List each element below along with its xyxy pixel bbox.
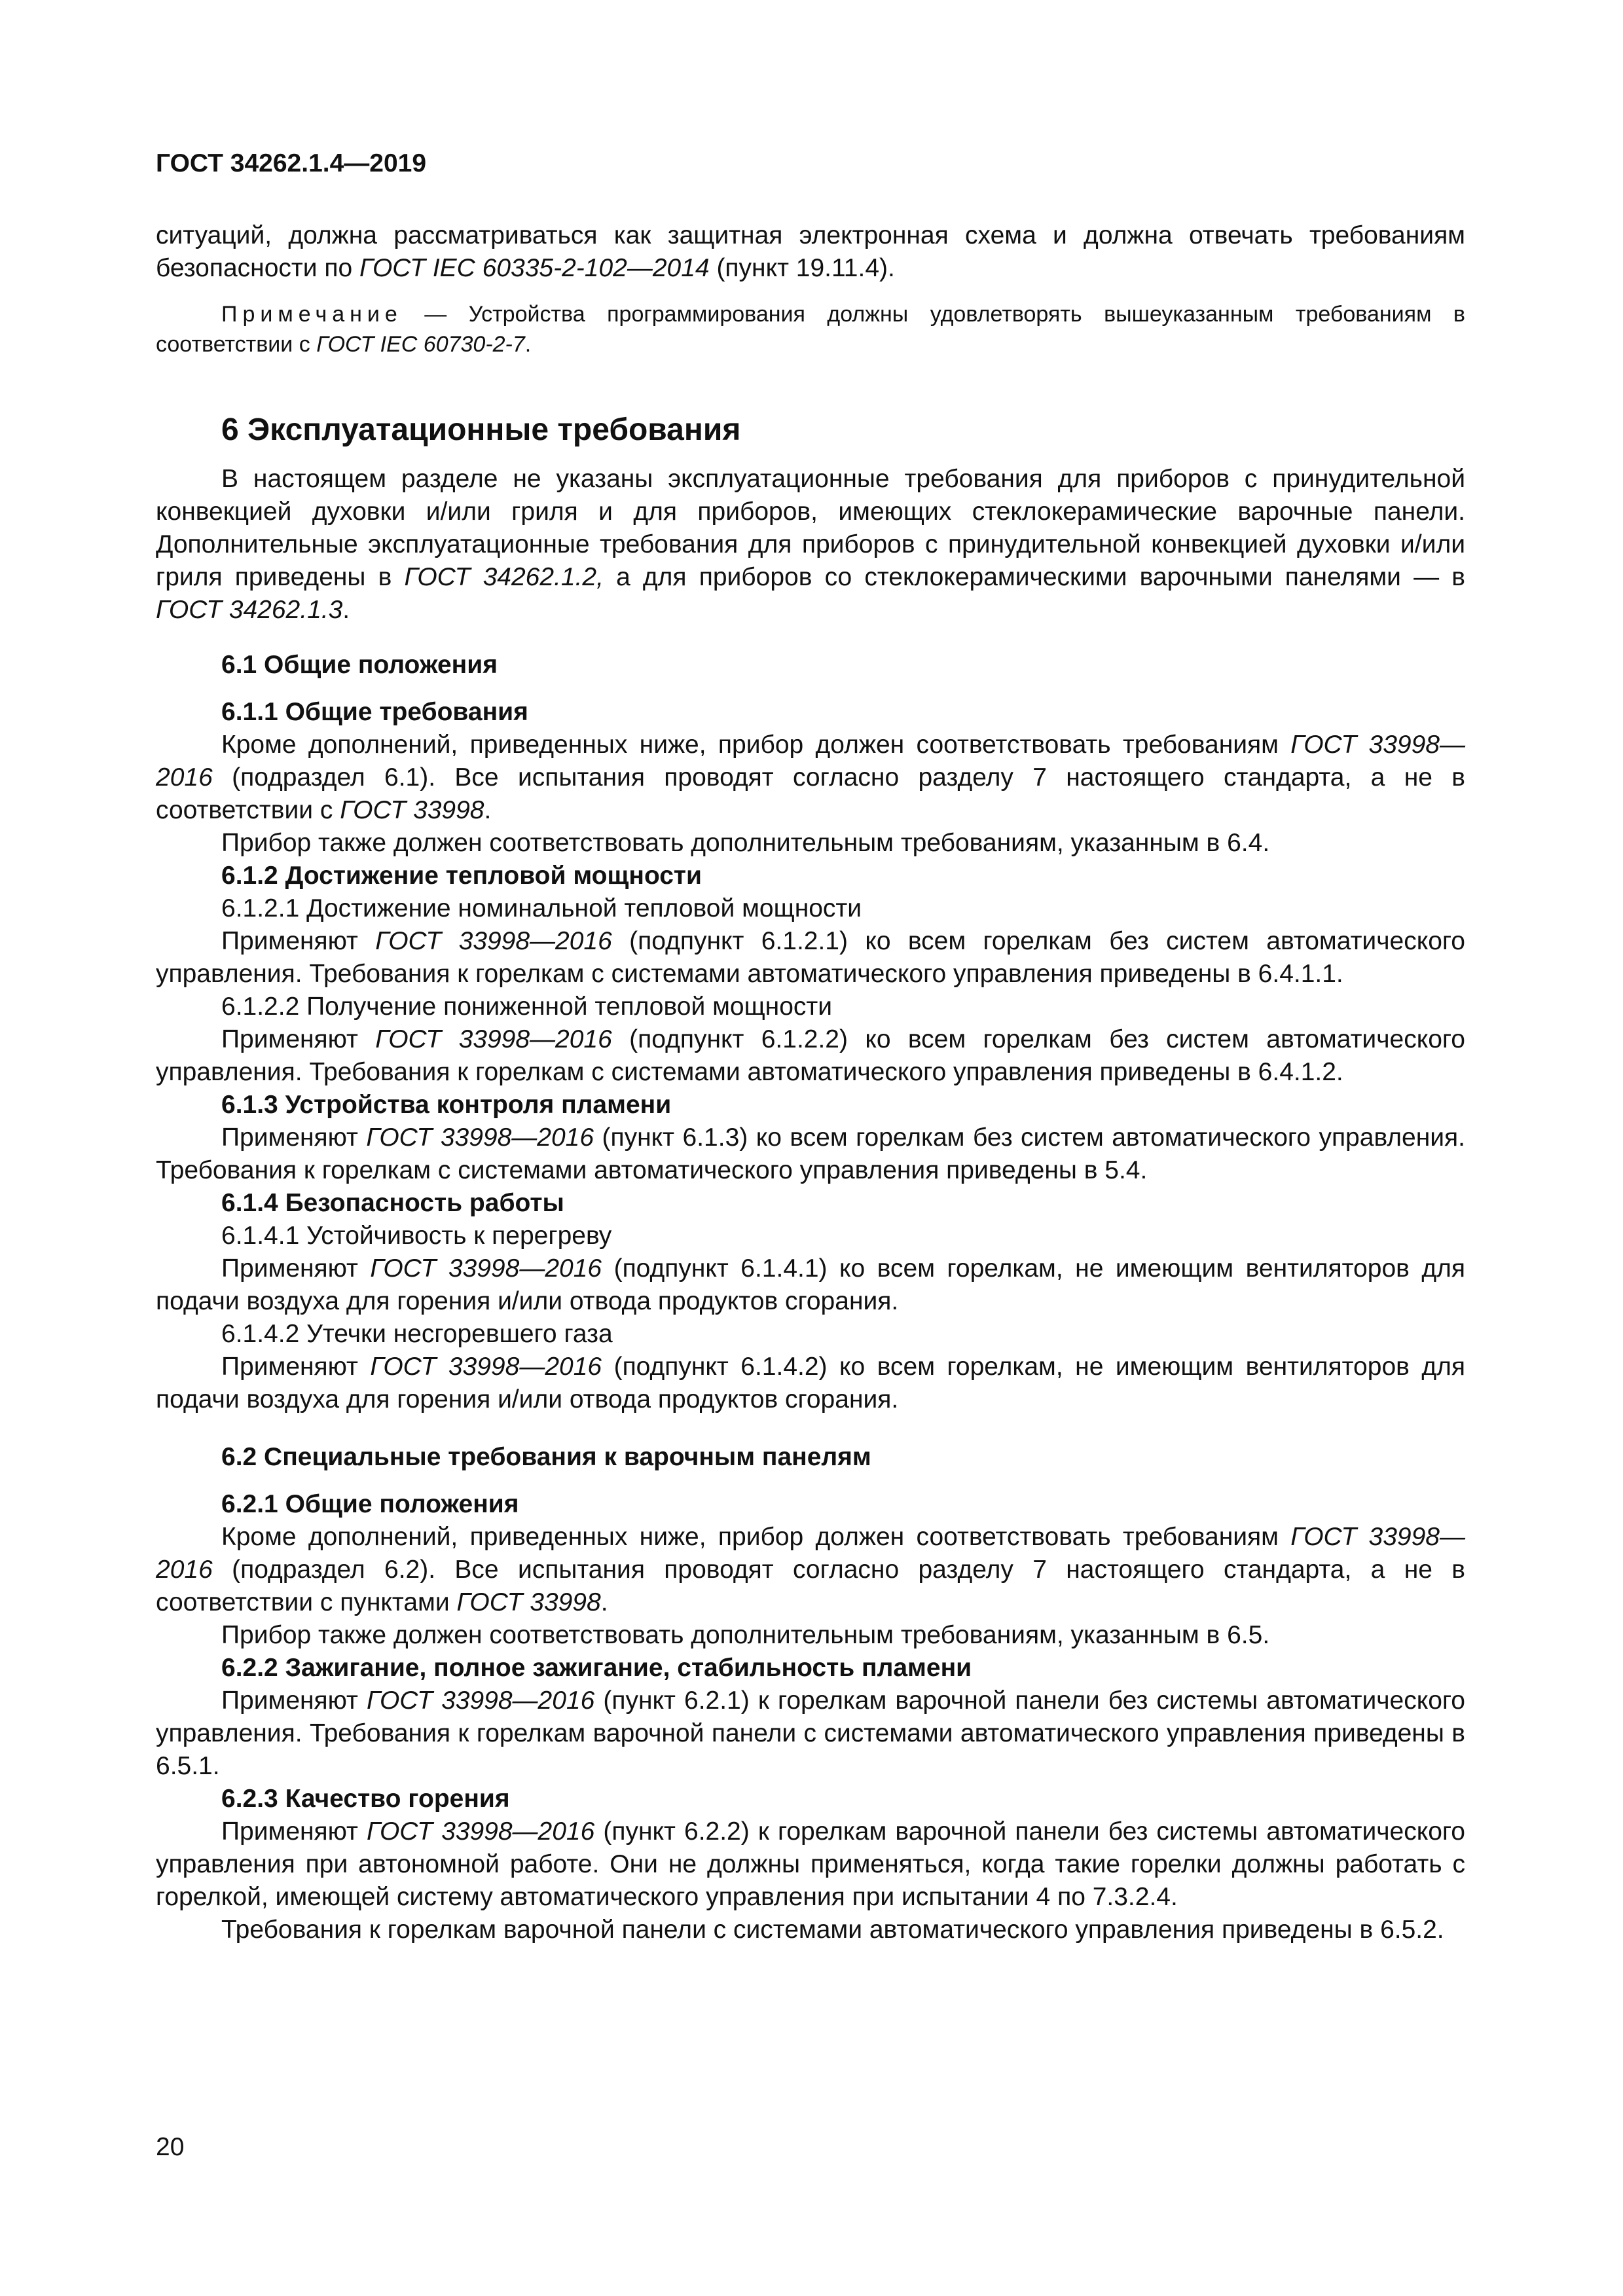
section-6-1-2-2-heading: 6.1.2.2 Получение пониженной тепловой мощности (221, 993, 833, 1021)
note-paragraph (156, 299, 1465, 359)
text: . (484, 796, 492, 824)
section-6-2-3-heading: 6.2.3 Качество горения (221, 1785, 510, 1813)
text: (подпункт 6.1.2.1) ко всем горелкам без систем автоматического управления. Требования к горелкам с системами автоматического управления приведены в 6.4.1.1. (156, 927, 1465, 988)
section-6-1-3-text (156, 1121, 1465, 1187)
standard-reference: ГОСТ 34262.1.2, (404, 563, 604, 591)
section-6-1-1-heading: 6.1.1 Общие требования (221, 698, 528, 726)
section-6-2-2-text (156, 1685, 1465, 1783)
text: (подпункт 6.1.2.2) ко всем горелкам без систем автоматического управления. Требования к горелкам с системами автоматического управления приведены в 6.4.1.2. (156, 1025, 1465, 1086)
standard-reference: ГОСТ 33998—2016 (156, 1523, 1465, 1584)
text: (пункт 6.2.1) к горелкам варочной панели без системы автоматического управления. Требования к горелкам варочной панели с системами автоматического управления приведены в 6.5.1. (156, 1686, 1465, 1780)
text: ситуаций, должна рассматриваться как защитная электронная схема и должна отвечать требованиям безопасности по (156, 221, 1465, 282)
page-content (156, 219, 1465, 1946)
text: Кроме дополнений, приведенных ниже, прибор должен соответствовать требованиям (221, 1523, 1291, 1551)
text: . (524, 332, 532, 357)
standard-reference: ГОСТ 33998—2016 (367, 1817, 595, 1846)
text: (пункт 6.2.2) к горелкам варочной панели без системы автоматического управления при автономной работе. Они не должны применяться, когда такие горелки должны работать с горелкой, имеющей систему автоматического управления при испытании 4 по 7.3.2.4. (156, 1817, 1465, 1911)
standard-reference: ГОСТ IEC 60335-2-102—2014 (359, 254, 710, 282)
text: — Устройства программирования должны удовлетворять вышеуказанным требованиям в соответствии с (156, 302, 1465, 357)
section-6-2-1-p1 (156, 1521, 1465, 1619)
note-label: Примечание (221, 302, 403, 327)
text: Применяют (221, 1353, 371, 1381)
standard-reference: ГОСТ 33998—2016 (370, 1254, 602, 1283)
section-6-1-heading: 6.1 Общие положения (221, 651, 498, 679)
standard-reference: ГОСТ IEC 60730-2-7 (316, 332, 525, 357)
text: Применяют (221, 1025, 376, 1053)
text: Применяют (221, 1686, 367, 1715)
text: Применяют (221, 1817, 367, 1846)
text: . (600, 1588, 608, 1616)
section-6-1-4-2-text (156, 1351, 1465, 1416)
text: Применяют (221, 1123, 367, 1152)
text: Применяют (221, 1254, 371, 1283)
standard-reference: ГОСТ 33998 (456, 1588, 601, 1616)
section-6-intro (156, 463, 1465, 627)
text: (подраздел 6.2). Все испытания проводят согласно разделу 7 настоящего стандарта, а не в соответствии с пунктами (156, 1556, 1465, 1616)
section-6-1-2-2-text (156, 1023, 1465, 1089)
text: (пункт 19.11.4). (709, 254, 895, 282)
standard-reference: ГОСТ 33998—2016 (156, 731, 1465, 792)
section-6-2-2-heading: 6.2.2 Зажигание, полное зажигание, стабильность пламени (221, 1654, 972, 1682)
text: (пункт 6.1.3) ко всем горелкам без систем автоматического управления. Требования к горелкам с системами автоматического управления приведены в 5.4. (156, 1123, 1465, 1184)
section-6-2-heading: 6.2 Специальные требования к варочным панелям (221, 1443, 871, 1471)
section-6-1-2-1-text (156, 925, 1465, 991)
section-6-1-4-1-text (156, 1252, 1465, 1318)
standard-reference: ГОСТ 33998—2016 (375, 1025, 612, 1053)
section-6-1-4-heading: 6.1.4 Безопасность работы (221, 1189, 564, 1217)
section-6-1-2-heading: 6.1.2 Достижение тепловой мощности (221, 862, 702, 890)
section-6-1-4-2-heading: 6.1.4.2 Утечки несгоревшего газа (221, 1320, 613, 1348)
standard-reference: ГОСТ 33998—2016 (370, 1353, 602, 1381)
section-6-1-1-p2: Прибор также должен соответствовать дополнительным требованиям, указанным в 6.4. (221, 829, 1270, 857)
section-6-heading: 6 Эксплуатационные требования (221, 412, 741, 447)
intro-paragraph (156, 219, 1465, 285)
text: (подпункт 6.1.4.2) ко всем горелкам, не имеющим вентиляторов для подачи воздуха для горения и/или отвода продуктов сгорания. (156, 1353, 1465, 1413)
standard-reference: ГОСТ 33998 (340, 796, 484, 824)
section-6-1-1-p1 (156, 729, 1465, 827)
text: (подраздел 6.1). Все испытания проводят согласно разделу 7 настоящего стандарта, а не в соответствии с (156, 763, 1465, 824)
section-6-1-4-1-heading: 6.1.4.1 Устойчивость к перегреву (221, 1222, 612, 1250)
text: (подпункт 6.1.4.1) ко всем горелкам, не имеющим вентиляторов для подачи воздуха для горения и/или отвода продуктов сгорания. (156, 1254, 1465, 1315)
standard-reference: ГОСТ 34262.1.3 (156, 596, 343, 624)
text: . (342, 596, 350, 624)
section-6-2-3-p1 (156, 1815, 1465, 1914)
text: а для приборов со стеклокерамическими варочными панелями — в (603, 563, 1465, 591)
section-6-2-1-p2: Прибор также должен соответствовать дополнительным требованиям, указанным в 6.5. (221, 1621, 1270, 1649)
text: Кроме дополнений, приведенных ниже, прибор должен соответствовать требованиям (221, 731, 1291, 759)
standard-reference: ГОСТ 33998—2016 (375, 927, 612, 955)
document-header: ГОСТ 34262.1.4—2019 (156, 149, 427, 177)
section-6-1-2-1-heading: 6.1.2.1 Достижение номинальной тепловой мощности (221, 894, 862, 922)
standard-reference: ГОСТ 33998—2016 (366, 1123, 594, 1152)
standard-reference: ГОСТ 33998—2016 (367, 1686, 595, 1715)
text: Применяют (221, 927, 376, 955)
section-6-2-3-p2: Требования к горелкам варочной панели с системами автоматического управления приведены в 6.5.2. (221, 1916, 1444, 1944)
section-6-1-3-heading: 6.1.3 Устройства контроля пламени (221, 1091, 672, 1119)
text: В настоящем разделе не указаны эксплуатационные требования для приборов с принудительной конвекцией духовки и/или гриля и для приборов, имеющих стеклокерамические варочные панели. Дополнительные эксплуатационные требования для приборов с принудительной конвекцией духовки и/или гриля приведены в (156, 465, 1465, 591)
section-6-2-1-heading: 6.2.1 Общие положения (221, 1490, 519, 1518)
page-number: 20 (156, 2133, 185, 2161)
